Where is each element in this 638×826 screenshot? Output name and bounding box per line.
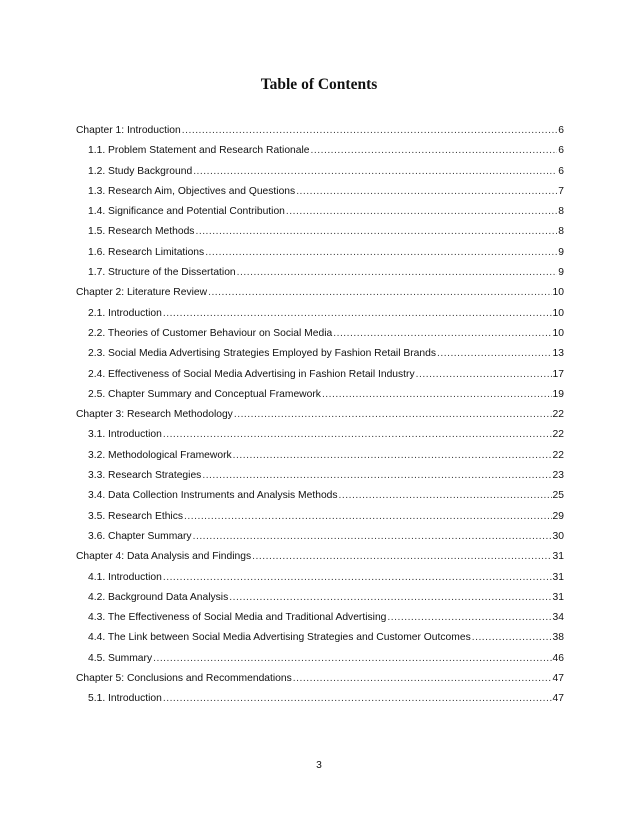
toc-entry-label: Chapter 4: Data Analysis and Findings bbox=[76, 551, 252, 563]
toc-entry-page-number: 6 bbox=[558, 165, 564, 177]
toc-dot-leader bbox=[153, 649, 551, 669]
toc-entry-label: 4.2. Background Data Analysis bbox=[88, 591, 229, 603]
toc-section-entry[interactable] bbox=[76, 263, 564, 283]
toc-entry-page-number: 22 bbox=[552, 409, 564, 421]
toc-section-entry[interactable] bbox=[76, 588, 564, 608]
toc-entry-label: 3.6. Chapter Summary bbox=[88, 530, 192, 542]
toc-dot-leader bbox=[193, 527, 552, 547]
toc-dot-leader bbox=[311, 141, 558, 161]
toc-section-entry[interactable] bbox=[76, 324, 564, 344]
toc-section-entry[interactable] bbox=[76, 344, 564, 364]
toc-entry-label: 1.2. Study Background bbox=[88, 165, 193, 177]
toc-entry-label: 4.1. Introduction bbox=[88, 571, 162, 583]
toc-entry-label: Chapter 3: Research Methodology bbox=[76, 409, 233, 421]
toc-dot-leader bbox=[333, 324, 551, 344]
toc-entry-page-number: 31 bbox=[552, 591, 564, 603]
toc-entry-page-number: 13 bbox=[552, 348, 564, 360]
toc-entry-page-number: 8 bbox=[558, 226, 564, 238]
toc-entry-label: 1.1. Problem Statement and Research Rationale bbox=[88, 145, 310, 157]
toc-entry-page-number: 31 bbox=[552, 571, 564, 583]
toc-entry-label: Chapter 5: Conclusions and Recommendations bbox=[76, 673, 292, 685]
toc-entry-page-number: 31 bbox=[552, 551, 564, 563]
toc-chapter-entry[interactable] bbox=[76, 405, 564, 425]
toc-dot-leader bbox=[286, 202, 557, 222]
page-number: 3 bbox=[316, 760, 322, 771]
toc-entry-label: 3.1. Introduction bbox=[88, 429, 162, 441]
toc-section-entry[interactable] bbox=[76, 365, 564, 385]
toc-entry-page-number: 6 bbox=[558, 145, 564, 157]
toc-entry-page-number: 10 bbox=[552, 287, 564, 299]
toc-dot-leader bbox=[293, 669, 552, 689]
toc-entry-page-number: 8 bbox=[558, 206, 564, 218]
toc-entry-page-number: 19 bbox=[552, 388, 564, 400]
toc-dot-leader bbox=[208, 283, 551, 303]
toc-section-entry[interactable] bbox=[76, 141, 564, 161]
page-title: Table of Contents bbox=[260, 76, 378, 93]
toc-section-entry[interactable] bbox=[76, 649, 564, 669]
toc-dot-leader bbox=[202, 466, 551, 486]
toc-section-entry[interactable] bbox=[76, 568, 564, 588]
toc-entry-label: 3.2. Methodological Framework bbox=[88, 449, 232, 461]
toc-dot-leader bbox=[437, 344, 552, 364]
toc-entry-label: 1.7. Structure of the Dissertation bbox=[88, 267, 236, 279]
toc-section-entry[interactable] bbox=[76, 486, 564, 506]
toc-dot-leader bbox=[182, 121, 558, 141]
toc-entry-label: 1.3. Research Aim, Objectives and Questions bbox=[88, 185, 296, 197]
toc-dot-leader bbox=[229, 588, 551, 608]
toc-dot-leader bbox=[416, 365, 552, 385]
toc-entry-page-number: 23 bbox=[552, 470, 564, 482]
toc-entry-page-number: 38 bbox=[552, 632, 564, 644]
toc-entry-label: 4.5. Summary bbox=[88, 652, 153, 664]
toc-section-entry[interactable] bbox=[76, 608, 564, 628]
toc-entry-label: 3.3. Research Strategies bbox=[88, 470, 202, 482]
toc-dot-leader bbox=[296, 182, 557, 202]
toc-entry-page-number: 10 bbox=[552, 327, 564, 339]
toc-entry-page-number: 30 bbox=[552, 530, 564, 542]
toc-dot-leader bbox=[339, 486, 552, 506]
toc-entry-label: 2.2. Theories of Customer Behaviour on Social Media bbox=[88, 327, 333, 339]
toc-entry-label: Chapter 1: Introduction bbox=[76, 125, 181, 136]
toc-section-entry[interactable] bbox=[76, 507, 564, 527]
toc-dot-leader bbox=[163, 304, 552, 324]
toc-section-entry[interactable] bbox=[76, 466, 564, 486]
toc-entry-page-number: 6 bbox=[558, 125, 564, 136]
toc-entry-label: 2.4. Effectiveness of Social Media Advertising in Fashion Retail Industry bbox=[88, 368, 415, 380]
toc-entry-page-number: 7 bbox=[558, 185, 564, 197]
toc-entry-page-number: 46 bbox=[552, 652, 564, 664]
toc-dot-leader bbox=[234, 405, 552, 425]
toc-chapter-entry[interactable] bbox=[76, 121, 564, 141]
toc-entry-label: 1.6. Research Limitations bbox=[88, 246, 205, 258]
toc-dot-leader bbox=[387, 608, 551, 628]
toc-section-entry[interactable] bbox=[76, 162, 564, 182]
toc-section-entry[interactable] bbox=[76, 222, 564, 242]
toc-entry-page-number: 10 bbox=[552, 307, 564, 319]
toc-dot-leader bbox=[237, 263, 558, 283]
toc-chapter-entry[interactable] bbox=[76, 669, 564, 689]
toc-dot-leader bbox=[195, 222, 557, 242]
toc-section-entry[interactable] bbox=[76, 425, 564, 445]
toc-entry-page-number: 22 bbox=[552, 429, 564, 441]
toc-dot-leader bbox=[252, 547, 551, 567]
toc-entry-label: 1.5. Research Methods bbox=[88, 226, 195, 238]
toc-section-entry[interactable] bbox=[76, 527, 564, 547]
toc-entry-label: 2.5. Chapter Summary and Conceptual Framework bbox=[88, 388, 321, 400]
toc-entry-label: 4.4. The Link between Social Media Advertising Strategies and Customer Outcomes bbox=[88, 632, 471, 644]
toc-entry-page-number: 22 bbox=[552, 449, 564, 461]
toc-entry-label: 2.3. Social Media Advertising Strategies Employed by Fashion Retail Brands bbox=[88, 348, 436, 360]
toc-entry-page-number: 29 bbox=[552, 510, 564, 522]
toc-entry-label: 2.1. Introduction bbox=[88, 307, 162, 319]
toc-entry-page-number: 17 bbox=[552, 368, 564, 380]
toc-entry-page-number: 25 bbox=[552, 490, 564, 502]
toc-dot-leader bbox=[205, 243, 557, 263]
toc-dot-leader bbox=[472, 628, 552, 648]
table-of-contents bbox=[76, 121, 564, 710]
toc-section-entry[interactable] bbox=[76, 202, 564, 222]
toc-entry-page-number: 34 bbox=[552, 612, 564, 624]
toc-dot-leader bbox=[233, 446, 552, 466]
toc-section-entry[interactable] bbox=[76, 446, 564, 466]
toc-chapter-entry[interactable] bbox=[76, 283, 564, 303]
toc-dot-leader bbox=[163, 689, 552, 709]
toc-entry-page-number: 9 bbox=[558, 267, 564, 279]
toc-chapter-entry[interactable] bbox=[76, 547, 564, 567]
toc-entry-label: 4.3. The Effectiveness of Social Media and Traditional Advertising bbox=[88, 612, 387, 624]
toc-section-entry[interactable] bbox=[76, 628, 564, 648]
toc-entry-page-number: 47 bbox=[552, 693, 564, 705]
toc-dot-leader bbox=[163, 425, 552, 445]
toc-entry-page-number: 47 bbox=[552, 673, 564, 685]
toc-section-entry[interactable] bbox=[76, 385, 564, 405]
toc-dot-leader bbox=[193, 162, 557, 182]
toc-entry-label: 1.4. Significance and Potential Contribution bbox=[88, 206, 285, 218]
toc-entry-label: Chapter 2: Literature Review bbox=[76, 287, 208, 299]
toc-dot-leader bbox=[163, 568, 552, 588]
toc-entry-page-number: 9 bbox=[558, 246, 564, 258]
toc-section-entry[interactable] bbox=[76, 243, 564, 263]
toc-dot-leader bbox=[184, 507, 552, 527]
toc-entry-label: 3.4. Data Collection Instruments and Analysis Methods bbox=[88, 490, 338, 502]
toc-dot-leader bbox=[322, 385, 552, 405]
toc-section-entry[interactable] bbox=[76, 689, 564, 709]
toc-section-entry[interactable] bbox=[76, 182, 564, 202]
toc-entry-label: 3.5. Research Ethics bbox=[88, 510, 184, 522]
toc-entry-label: 5.1. Introduction bbox=[88, 693, 162, 705]
toc-section-entry[interactable] bbox=[76, 304, 564, 324]
